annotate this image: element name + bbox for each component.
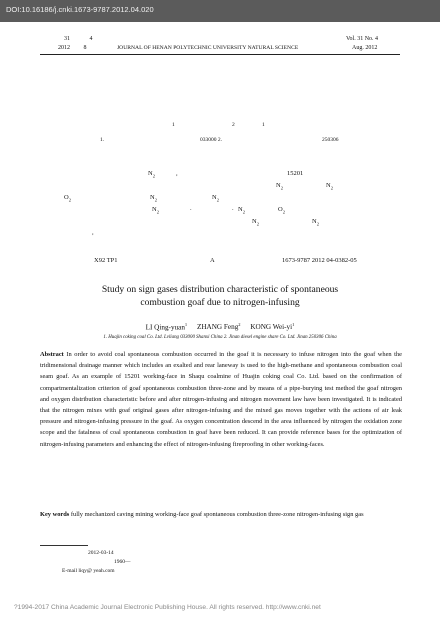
cn-frag: 15201 — [287, 170, 304, 177]
copyright-bar — [0, 598, 440, 620]
cn-frag: $N_2$ — [150, 194, 157, 203]
journal-name: JOURNAL OF HENAN POLYTECHNIC UNIVERSITY NATURAL SCIENCE — [117, 45, 299, 51]
header-rule — [40, 54, 400, 55]
abstract-label: Abstract — [40, 351, 64, 358]
cn-frag: $N_2$ — [326, 182, 333, 191]
header-volume-cn: 31 4 — [64, 36, 93, 42]
cn-frag: . — [232, 205, 234, 212]
keywords-label: Key words — [40, 511, 70, 518]
keywords-body: fully mechanized caving mining working-face goaf spontaneous combustion three-zone nitrogen-infusing sign gas — [70, 511, 364, 518]
doi-bar — [0, 0, 440, 22]
cn-frag: $N_2$ — [276, 182, 283, 191]
cn-author-sup-3: 1 — [262, 122, 265, 128]
cn-frag: $N_2$ — [238, 206, 245, 215]
cn-affil-1: 1. — [100, 137, 105, 143]
cn-frag: $N_2$ — [212, 194, 219, 203]
cn-frag: , — [92, 229, 94, 236]
author-name: LI Qing-yuan — [145, 323, 185, 332]
header-date-en: Aug. 2012 — [352, 45, 378, 51]
author-name: KONG Wei-yi — [250, 323, 293, 332]
affiliation-en: 1. Huajin coking coal Co. Ltd. Lvliang 033000 Shanxi China 2. Jinan diesel engine share Co. Ltd. Jinan 250306 China — [103, 335, 337, 340]
keywords-en — [40, 509, 402, 520]
cn-frag: $N_2$ — [152, 206, 159, 215]
cn-author-sup-1: 1 — [172, 122, 175, 128]
cn-frag: $O_2$ — [278, 206, 285, 215]
paper-title-en: Study on sign gases distribution characteristic of spontaneous combustion goaf due to nitrogen-infusing — [101, 284, 339, 308]
cn-frag: . — [190, 205, 192, 212]
authors-en: LI Qing-yuan$^1$ ZHANG Feng$^2$ KONG Wei-$yi^1$ — [145, 322, 295, 332]
author-birth: 1960— — [114, 559, 131, 565]
cn-frag: , — [176, 170, 178, 177]
cn-frag: $N_2$ — [252, 218, 259, 227]
copyright-text: ?1994-2017 China Academic Journal Electronic Publishing House. All rights reserved. http://www.cnki.net — [14, 604, 321, 611]
abstract-body: In order to avoid coal spontaneous combustion occurred in the goaf it is necessary to infuse nitrogen into the goaf when the tridimensional drainage manner which includes an exalted and rear laneway is used to the high-methane and spontaneous combustion coal seam goaf. As an example of 15201 working-face in Shaqu coalmine of Huajin coking coal Co. Ltd. based on the confirmation of compartmentalization criterion of goaf spontaneous combustion three-zone and by means of a pipe-burying test method the goaf nitrogen and oxygen distribution characteristic before and after nitrogen-infusing and nitrogen movement law have been investigated. It is indicated that the nitrogen mixes with goaf original gases after nitrogen-infusing and the mixed gas moves together with the actions of air leak pressure and nitrogen-infusing pressure in the goaf. As oxygen concentration descend in the area influenced by nitrogen the oxidation zone scope and the fatalness of coal spontaneous combustion in goaf have been reduced. It can provide reference bases for the optimization of nitrogen-infusing parameters and enhancing the effect of nitrogen-infusing fireproofing in other working-faces. — [40, 351, 402, 448]
cn-affil-2: 033000 2. — [200, 137, 222, 143]
header-date-cn: 2012 8 — [58, 45, 87, 51]
cn-frag: $N_2$ — [148, 170, 155, 179]
article-id: 1673-9787 2012 04-0382-05 — [282, 257, 357, 264]
document-code: A — [210, 257, 215, 264]
cn-affil-3: 250306 — [322, 137, 339, 143]
footnote-rule — [40, 545, 88, 546]
cn-author-sup-2: 2 — [232, 122, 235, 128]
cn-frag: $O_2$ — [64, 194, 71, 203]
abstract-en — [40, 349, 402, 450]
clc-number: X92 TP1 — [94, 257, 118, 264]
author-email: E-mail liqy@ yeah.com — [62, 568, 115, 574]
cn-frag: $N_2$ — [312, 218, 319, 227]
author-name: ZHANG Feng — [196, 323, 239, 332]
doi-text: DOI:10.16186/j.cnki.1673-9787.2012.04.020 — [6, 5, 154, 14]
header-vol-no: Vol. 31 No. 4 — [346, 36, 379, 42]
received-date: 2012-03-14 — [88, 550, 114, 556]
